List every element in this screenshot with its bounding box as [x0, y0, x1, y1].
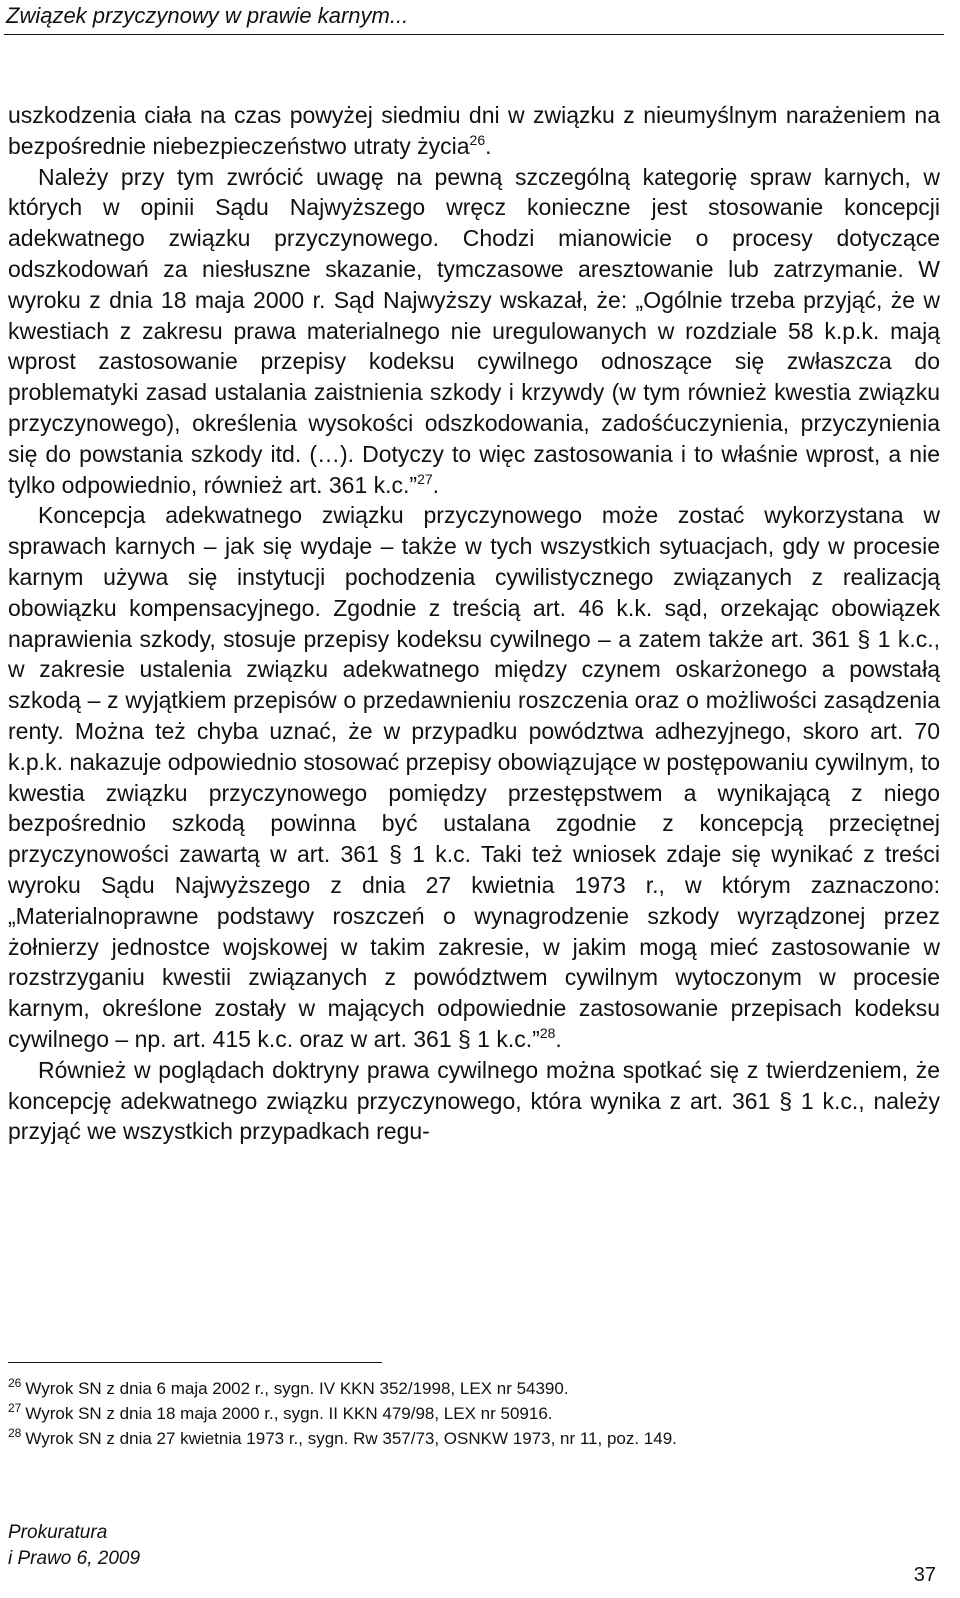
paragraph-1-text: uszkodzenia ciała na czas powyżej siedmiu dni w związku z nieumyślnym narażeniem na bezpośrednie niebezpieczeństwo utraty życia — [8, 102, 940, 159]
paragraph-3-end: . — [555, 1025, 562, 1052]
paragraph-2 — [8, 162, 940, 501]
footnote-separator — [8, 1362, 382, 1363]
paragraph-2-end: . — [432, 471, 440, 498]
footnote-text: Wyrok SN z dnia 6 maja 2002 r., sygn. IV KKN 352/1998, LEX nr 54390. — [25, 1379, 569, 1398]
paragraph-1-end: . — [485, 132, 492, 159]
footnote-26 — [8, 1376, 938, 1401]
paragraph-2-text: Należy przy tym zwrócić uwagę na pewną szczególną kategorię spraw karnych, w których w opinii Sądu Najwyższego wręcz konieczne jest stosowanie koncepcji adekwatnego związku przyczynowego. Chodzi mianowicie o procesy dotyczące odszkodowań za niesłuszne skazanie, tymczasowe aresztowanie lub zatrzymanie. W wyroku z dnia 18 maja 2000 r. Sąd Najwyższy wskazał, że: „Ogólnie trzeba przyjąć, że w kwestiach z zakresu prawa materialnego nie uregulowanych w rozdziale 58 k.p.k. mają wprost zastosowanie przepisy kodeksu cywilnego odnoszące się zwłaszcza do problematyki zasad ustalania zaistnienia szkody i krzywdy (w tym również kwestia związku przyczynowego), określenia wysokości odszkodowania, zadośćuczynienia, przyczynienia się do powstania szkody itd. (…). Dotyczy to więc zastosowania i to właśnie wprost, a nie tylko odpowiednio, również art. 361 k.c.” — [8, 163, 940, 498]
journal-footer — [8, 1520, 508, 1572]
paragraph-4 — [8, 1055, 940, 1147]
article-body — [8, 100, 940, 1147]
footnote-ref-26[interactable]: 26 — [469, 131, 486, 148]
footnote-text: Wyrok SN z dnia 18 maja 2000 r., sygn. II KKN 479/98, LEX nr 50916. — [25, 1404, 553, 1423]
running-header: Związek przyczynowy w prawie karnym... — [6, 3, 409, 28]
footnote-28 — [8, 1426, 938, 1451]
paragraph-3 — [8, 500, 940, 1054]
page-number: 37 — [913, 1564, 936, 1586]
footnote-27 — [8, 1401, 938, 1426]
footnote-number: 27 — [8, 1401, 22, 1415]
header-rule — [4, 34, 944, 35]
paragraph-3-text: Koncepcja adekwatnego związku przyczynowego może zostać wykorzystana w sprawach karnych – jak się wydaje – także w tych wszystkich sytuacjach, gdy w procesie karnym używa się instytucji pochodzenia cywilistycznego związanych z realizacją obowiązku kompensacyjnego. Zgodnie z treścią art. 46 k.k. sąd, orzekając obowiązek naprawienia szkody, stosuje przepisy kodeksu cywilnego – a zatem także art. 361 § 1 k.c., w zakresie ustalenia związku adekwatnego między czynem oskarżonego a powstałą szkodą – z wyjątkiem przepisów o przedawnieniu roszczenia oraz o możliwości zasądzenia renty. Można też chyba uznać, że w przypadku powództwa adhezyjnego, skoro art. 70 k.p.k. nakazuje odpowiednio stosować przepisy obowiązujące w postępowaniu cywilnym, to kwestia związku przyczynowego pomiędzy przestępstwem a wynikającą z niego bezpośrednio szkodą powinna być ustalana zgodnie z koncepcją przeciętnej przyczynowości zawartą w art. 361 § 1 k.c. Taki też wniosek zdaje się wynikać z treści wyroku Sądu Najwyższego z dnia 27 kwietnia 1973 r., w którym zaznaczono: „Materialnoprawne podstawy roszczeń o wynagrodzenie szkody wyrządzonej przez żołnierzy jednostce wojskowej w takim zakresie, w jakim mogą mieć zastosowanie w rozstrzyganiu kwestii związanych z powództwem cywilnym wytoczonym w procesie karnym, określone zostały w mających odpowiednie zastosowanie przepisach kodeksu cywilnego – np. art. 415 k.c. oraz w art. 361 § 1 k.c.” — [8, 502, 940, 1052]
journal-issue: i Prawo 6, 2009 — [8, 1548, 141, 1569]
paragraph-4-text: Również w poglądach doktryny prawa cywilnego można spotkać się z twierdzeniem, że koncepcję adekwatnego związku przyczynowego, która wynika z art. 361 § 1 k.c., należy przyjąć we wszystkich przypadkach regu- — [8, 1056, 940, 1145]
footnote-number: 28 — [8, 1426, 22, 1440]
journal-name: Prokuratura — [8, 1522, 108, 1543]
footnote-ref-27[interactable]: 27 — [417, 470, 433, 487]
paragraph-1 — [8, 100, 940, 162]
footnote-ref-28[interactable]: 28 — [539, 1024, 556, 1041]
footnote-number: 26 — [8, 1376, 22, 1390]
footnotes — [8, 1376, 938, 1451]
footnote-text: Wyrok SN z dnia 27 kwietnia 1973 r., sygn. Rw 357/73, OSNKW 1973, nr 11, poz. 149. — [25, 1429, 677, 1448]
